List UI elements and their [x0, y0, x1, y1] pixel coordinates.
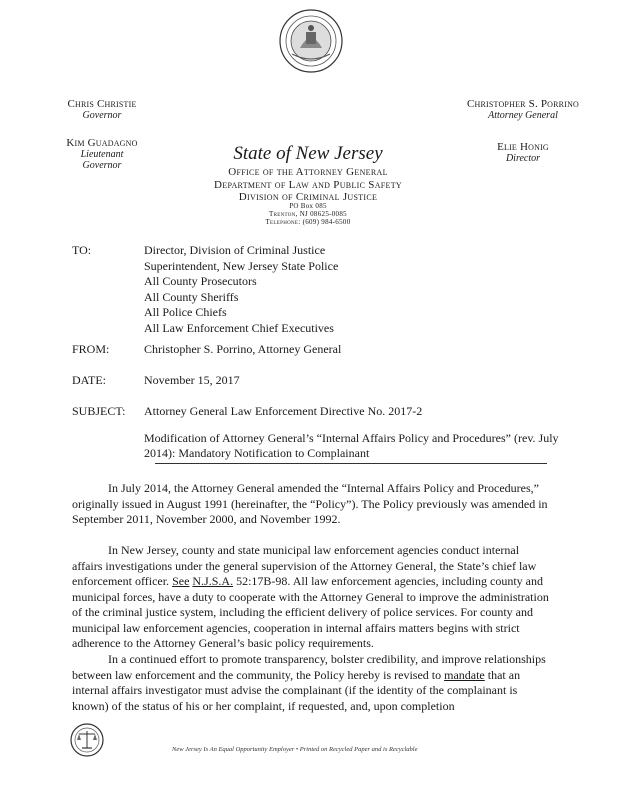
po-box-line: PO Box 085 [289, 202, 327, 211]
department-line: Department of Law and Public Safety [214, 178, 402, 191]
governor-title: Governor [82, 110, 122, 121]
scales-of-justice-icon [69, 722, 105, 758]
recipient: All County Prosecutors [144, 274, 257, 288]
paragraph-3 [72, 652, 552, 714]
paragraph-3-text-b: that an internal affairs investigator must advise the complainant (if the identity of the complainant is known) of the status of his or her complaint, if requested, and, upon completion [72, 667, 521, 713]
to-recipients [144, 243, 564, 336]
from-label: FROM: [72, 342, 110, 356]
telephone-line: Telephone: (609) 984-6500 [265, 217, 351, 226]
left-officials [62, 98, 142, 187]
subject-label: SUBJECT: [72, 404, 126, 418]
paragraph-3-text-a: In a continued effort to promote transparency, bolster credibility, and improve relationships between law enforcement and the community, the Policy hereby is revised to [72, 652, 546, 682]
recipient: All Law Enforcement Chief Executives [144, 320, 334, 335]
footer-text: New Jersey Is An Equal Opportunity Employer • Printed on Recycled Paper and is Recyclable [172, 746, 418, 753]
subject-description: Modification of Attorney General’s “Internal Affairs Policy and Procedures” (rev. July 2014): Mandatory Notification to Complainant [144, 430, 559, 460]
paragraph-2 [72, 543, 552, 652]
to-label: TO: [72, 243, 92, 257]
mandate-emphasis: mandate [444, 667, 485, 682]
director-title: Director [505, 153, 541, 164]
date-label: DATE: [72, 373, 106, 387]
from-value: Christopher S. Porrino, Attorney General [144, 342, 342, 356]
state-seal-icon [278, 8, 344, 74]
see-signal: See [172, 574, 190, 588]
governor-name: Chris Christie [67, 98, 137, 110]
lt-governor-name: Kim Guadagno [66, 137, 138, 149]
city-line: Trenton, NJ 08625-0085 [269, 210, 347, 219]
paragraph-1: In July 2014, the Attorney General amended the “Internal Affairs Policy and Procedures,” originally issued in August 1991 (hereinafter, the “Policy”). The Policy previously was amended in September 2011, November 2000, and November 1992. [72, 481, 548, 526]
divider [155, 463, 547, 464]
recipient: All Police Chiefs [144, 305, 227, 319]
office-line: Office of the Attorney General [228, 166, 388, 179]
attorney-general-title: Attorney General [488, 110, 558, 121]
right-officials [460, 98, 586, 184]
statute-citation: N.J.S.A. [192, 574, 234, 588]
subject-directive: Attorney General Law Enforcement Directive No. 2017-2 [144, 404, 423, 418]
subject-value [144, 404, 564, 462]
letterhead [158, 143, 458, 227]
paragraph-2-text-b: 52:17B-98. All law enforcement agencies, including county and municipal forces, have a duty to cooperate with the Attorney General to improve the administration of the criminal justice system, including the efficient delivery of police services. For county and municipal law enforcement agencies, cooperation in internal affairs matters begins with strict adherence to the Attorney General’s basic policy requirements. [72, 574, 549, 650]
recipient: Superintendent, New Jersey State Police [144, 258, 339, 273]
recipient: Director, Division of Criminal Justice [144, 243, 326, 257]
recipient: All County Sheriffs [144, 289, 239, 304]
date-value: November 15, 2017 [144, 373, 240, 387]
division-line: Division of Criminal Justice [238, 190, 378, 203]
lt-governor-title: Lieutenant Governor [80, 149, 124, 171]
state-title: State of New Jersey [233, 143, 383, 164]
attorney-general-name: Christopher S. Porrino [466, 98, 580, 110]
director-name: Elie Honig [497, 141, 549, 153]
paragraph-2-text-a: In New Jersey, county and state municipal law enforcement agencies conduct internal affairs investigations under the general supervision of the Attorney General, the State’s chief law enforcement officer. [72, 543, 537, 588]
